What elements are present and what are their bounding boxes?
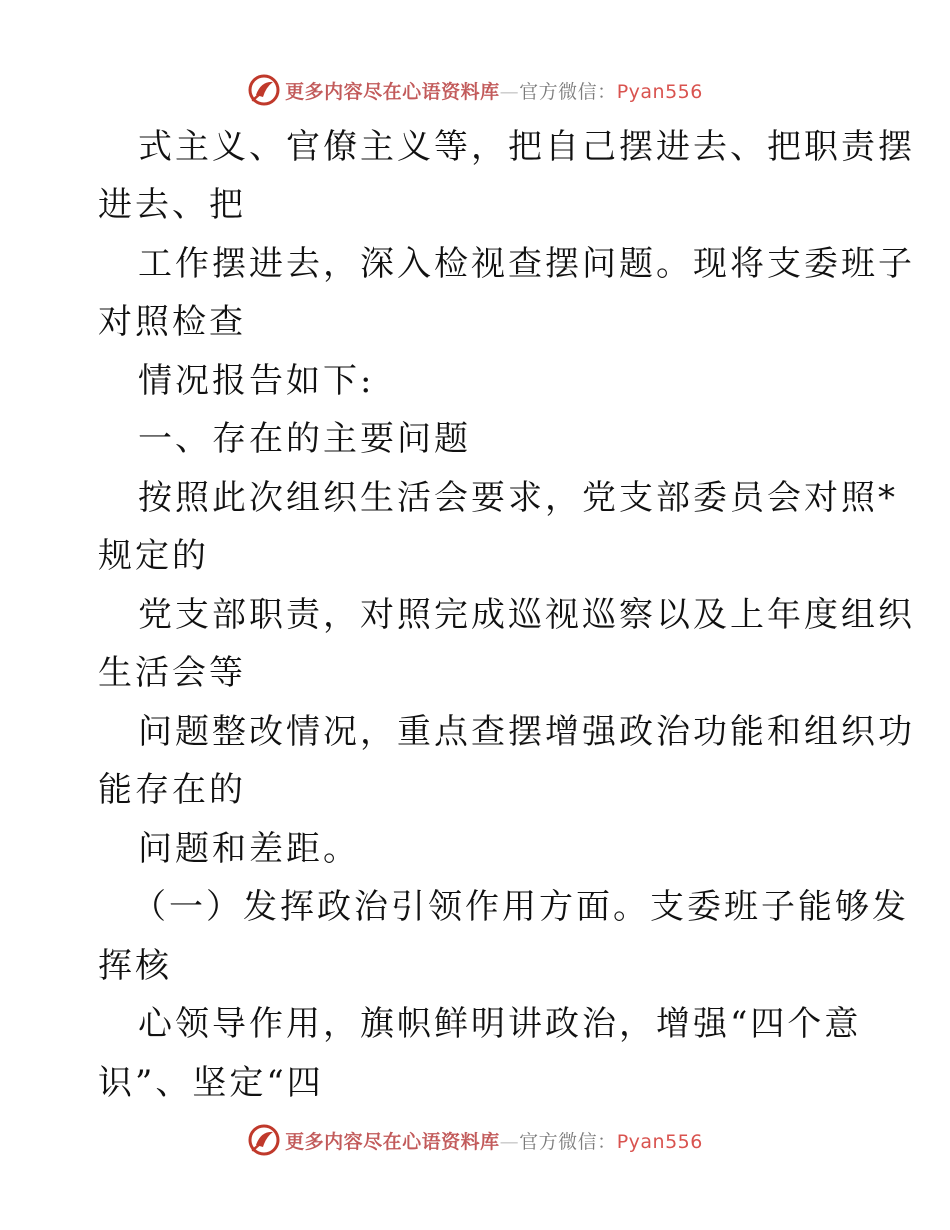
watermark-wechat-id: Pyan556 <box>616 1130 703 1153</box>
watermark-text <box>285 77 703 104</box>
body-line: 挥核 <box>98 946 172 986</box>
body-line: 规定的 <box>98 536 209 576</box>
watermark-wechat-id: Pyan556 <box>616 80 703 103</box>
body-line: 生活会等 <box>98 653 246 693</box>
header-watermark <box>0 70 950 110</box>
body-line: 情况报告如下: <box>138 361 375 401</box>
body-line: 能存在的 <box>98 770 246 810</box>
watermark-brand: 更多内容尽在心语资料库 <box>285 80 500 103</box>
subsection-heading: （一）发挥政治引领作用方面。支委班子能够发 <box>132 887 909 927</box>
watermark-text <box>285 1127 703 1154</box>
body-line: 识”、坚定“四 <box>98 1063 324 1103</box>
watermark-dash: — <box>499 1130 520 1153</box>
library-logo-icon <box>247 1123 281 1157</box>
watermark-official: 官方微信： <box>519 80 617 103</box>
watermark-dash: — <box>499 80 520 103</box>
body-line: 心领导作用，旗帜鲜明讲政治，增强“四个意 <box>138 1004 862 1044</box>
body-line: 进去、把 <box>98 185 246 225</box>
body-line: 党支部职责，对照完成巡视巡察以及上年度组织 <box>138 595 915 635</box>
body-line: 工作摆进去，深入检视查摆问题。现将支委班子 <box>138 244 915 284</box>
body-line: 按照此次组织生活会要求，党支部委员会对照* <box>138 478 898 518</box>
footer-watermark <box>0 1120 950 1160</box>
body-line: 式主义、官僚主义等，把自己摆进去、把职责摆 <box>138 127 915 167</box>
section-heading: 一、存在的主要问题 <box>138 419 471 459</box>
body-line: 问题和差距。 <box>138 829 360 869</box>
body-line: 问题整改情况，重点查摆增强政治功能和组织功 <box>138 712 915 752</box>
library-logo-icon <box>247 73 281 107</box>
body-line: 对照检查 <box>98 302 246 342</box>
watermark-brand: 更多内容尽在心语资料库 <box>285 1130 500 1153</box>
watermark-official: 官方微信： <box>519 1130 617 1153</box>
